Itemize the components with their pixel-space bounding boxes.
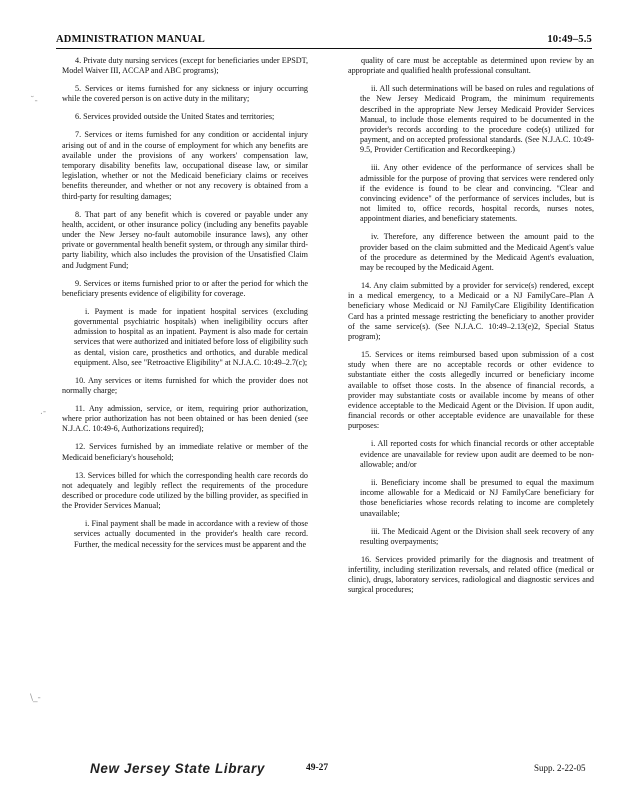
subparagraph: i. Final payment shall be made in accordance with a review of those services actually documented in the provider's health care record. Further, the medical necessity for the services must be apparent and the — [74, 519, 308, 549]
paragraph: 15. Services or items reimbursed based upon submission of a cost study when there are no acceptable records or other evidence to substantiate either the costs allegedly incurred or beneficiary income available to offset those costs. In the absence of financial records, a provider may substantiate costs or available income by means of other evidence acceptable to the Medicaid Agent or the Division. If upon audit, financial records or other acceptable evidence are unavailable for these purposes: — [348, 350, 594, 431]
library-watermark: New Jersey State Library — [90, 761, 265, 776]
paragraph: 4. Private duty nursing services (except for beneficiaries under EPSDT, Model Waiver III, ACCAP and ABC programs); — [62, 56, 308, 76]
margin-mark: .- — [40, 407, 47, 417]
manual-title: ADMINISTRATION MANUAL — [56, 34, 205, 45]
page-footer — [0, 762, 618, 778]
paragraph: 6. Services provided outside the United States and territories; — [75, 112, 275, 122]
subparagraph: ii. All such determinations will be based on rules and regulations of the New Jersey Medicaid Program, the minimum requirements described in the appropriate New Jersey Medicaid Provider Services Manual, to include those elements required to be documented in the provider's records according to the procedure code(s) utilized for payment, and on accepted professional standards. (See N.J.A.C. 10:49-9.5, Provider Certification and Recordkeeping.) — [360, 84, 594, 155]
paragraph: 12. Services furnished by an immediate relative or member of the Medicaid beneficiary's household; — [62, 442, 308, 462]
subparagraph: iii. The Medicaid Agent or the Division shall seek recovery of any resulting overpayments; — [360, 526, 594, 546]
subparagraph: iv. Therefore, any difference between the amount paid to the provider based on the claim submitted and the Medicaid Agent's value of the procedure as determined by the Medicaid Agent's evaluation, may be recouped by the Medicaid Agent. — [360, 232, 594, 273]
paragraph: 9. Services or items furnished prior to or after the period for which the beneficiary presents evidence of eligibility for coverage. — [62, 278, 308, 298]
right-column — [348, 56, 594, 603]
paragraph: 10. Any services or items furnished for which the provider does not normally charge; — [62, 375, 308, 396]
subparagraph: i. Payment is made for inpatient hospital services (excluding governmental psychiatric hospitals) when ineligibility occurs after admission to hospital as an inpatient. Payment is also made for certain services that were authorized and initiated before loss of eligibility such as dental, vision care, prosthetics and orthotics, and durable medical equipment. Also, see "Retroactive Eligibility" at N.J.A.C. 10:49–2.7(c); — [74, 306, 308, 367]
paragraph: 7. Services or items furnished for any condition or accidental injury arising out of and in the course of employment for which any benefits are available under the provisions of any workers' compensation law, temporary disability benefits law, occupational disease law, or similar legislation, whether or not the Medicaid beneficiary claims or receives benefits thereunder, and whether or not any recovery is obtained from a third-party for resulting damages; — [62, 130, 308, 201]
section-number: 10:49–5.5 — [547, 34, 592, 45]
paragraph: 13. Services billed for which the corresponding health care records do not adequately and legibly reflect the requirements of the procedure described or procedure code utilized by the billing provider, as specified in the Provider Services Manual; — [62, 470, 308, 511]
subparagraph: ii. Beneficiary income shall be presumed to equal the maximum income allowable for a Medicaid or NJ FamilyCare beneficiary for those beneficiaries whose records relating to income are completely unavailable; — [360, 477, 594, 518]
paragraph: quality of care must be acceptable as determined upon review by an appropriate and qualified health professional consultant. — [348, 56, 594, 76]
paragraph: 8. That part of any benefit which is covered or payable under any health, accident, or other insurance policy (including any benefits payable under the New Jersey no-fault automobile insurance laws), any other private or governmental health benefit system, or through any similar third-party liability, which also includes the provision of the Unsatisfied Claim and Judgment Fund; — [62, 209, 308, 270]
paragraph: 11. Any admission, service, or item, requiring prior authorization, where prior authorization has not been obtained or has been denied (see N.J.A.C. 10:49-6, Authorizations required); — [62, 404, 308, 434]
subparagraph: iii. Any other evidence of the performance of services shall be admissible for the purpose of proving that services were rendered only if the evidence is found to be clear and convincing. "Clear and convincing evidence" of the performance of services includes, but is not limited to, office records, hospital records, nurses notes, appointment diaries, and beneficiary statements. — [360, 163, 594, 224]
page-number: 49-27 — [306, 763, 329, 773]
paragraph: 14. Any claim submitted by a provider for service(s) rendered, except in a medical emergency, to a Medicaid or a NJ FamilyCare–Plan A beneficiary whose Medicaid or NJ FamilyCare Eligibility Identification Card has a printed message restricting the beneficiary to another provider of the same service(s). (See N.J.A.C. 10:49–2.13(e)2, Special Status program); — [348, 281, 594, 342]
margin-mark: \_- — [30, 693, 41, 703]
supplement-date: Supp. 2-22-05 — [534, 763, 586, 773]
margin-mark: ˘- — [30, 96, 38, 106]
left-column — [62, 56, 308, 558]
paragraph: 16. Services provided primarily for the diagnosis and treatment of infertility, including sterilization reversals, and related office (medical or clinic), drugs, laboratory services, radiological and diagnostic services and surgical procedures; — [348, 554, 594, 595]
running-header — [56, 34, 592, 49]
subparagraph: i. All reported costs for which financial records or other acceptable evidence are unavailable for review upon audit are deemed to be non-allowable; and/or — [360, 439, 594, 469]
paragraph: 5. Services or items furnished for any sickness or injury occurring while the covered person is on active duty in the military; — [62, 84, 308, 104]
